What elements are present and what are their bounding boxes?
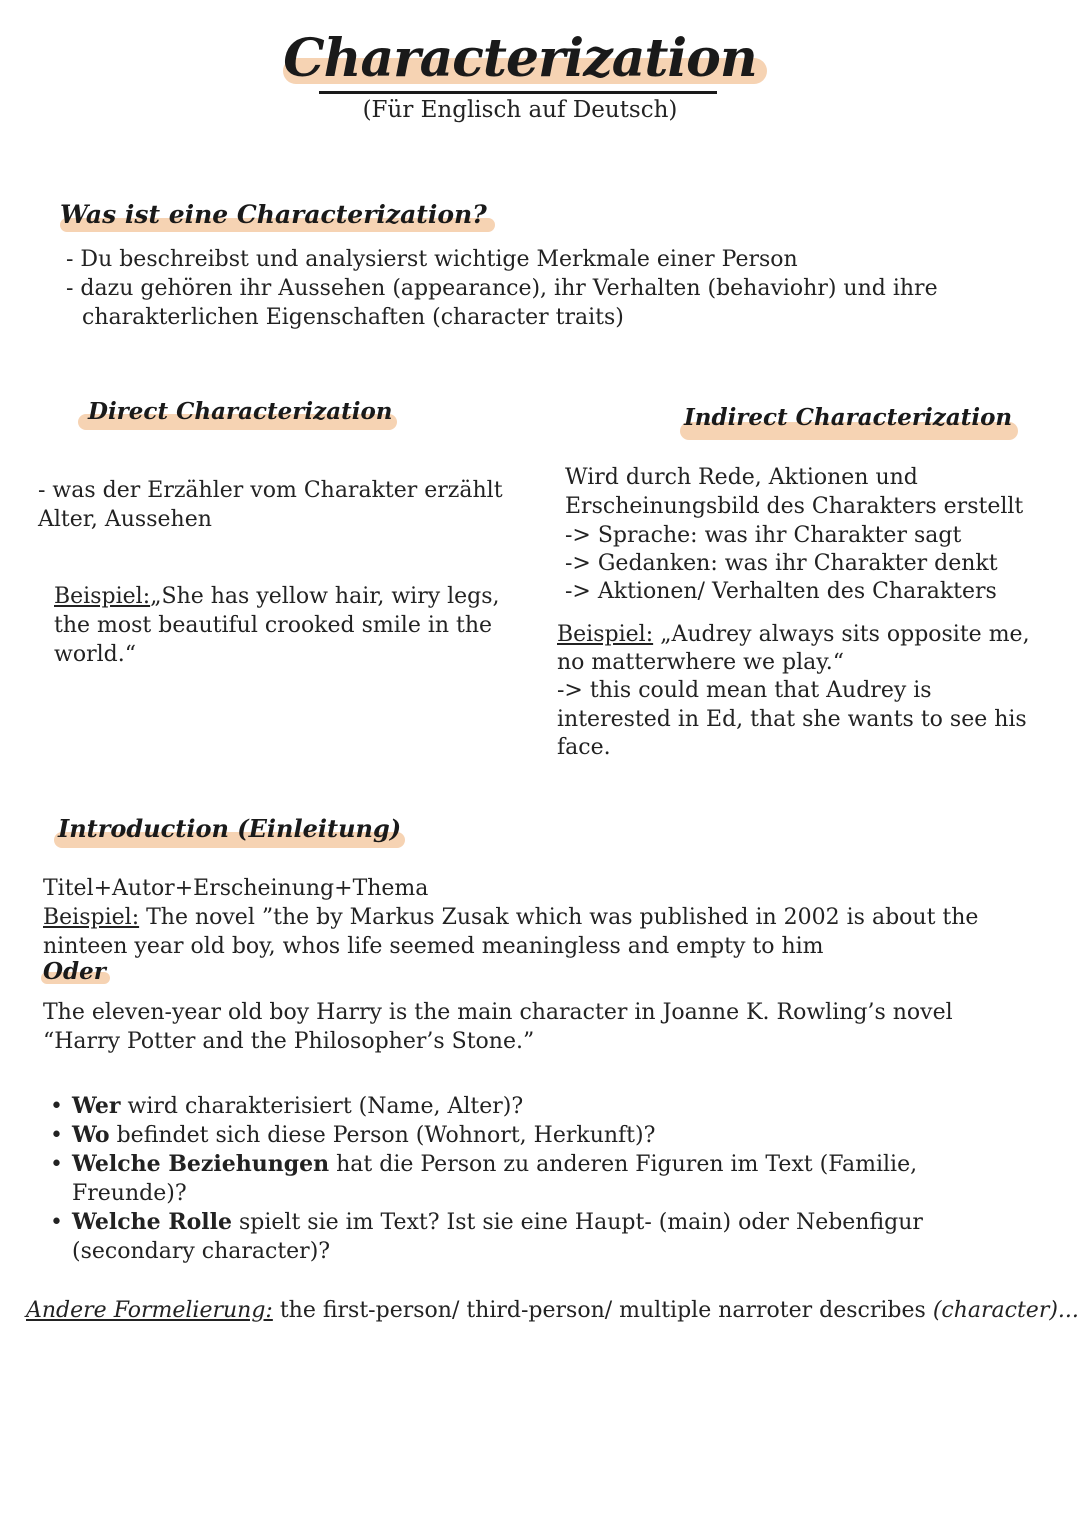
indirect-heading-block <box>684 404 1012 431</box>
list-item-text: befindet sich diese Person (Wohnort, Herkunft)? <box>109 1123 656 1148</box>
list-item <box>44 1208 944 1266</box>
indirect-example-label: Beispiel: <box>557 622 654 647</box>
intro-alt-line-1: The eleven-year old boy Harry is the main character in Joanne K. Rowling’s novel <box>43 1000 953 1025</box>
title-underline <box>319 91 717 94</box>
list-item-text: wird charakterisiert (Name, Alter)? <box>120 1094 524 1119</box>
direct-heading-block <box>88 398 393 425</box>
what-is-line-1: - Du beschreibst und analysierst wichtige Merkmale einer Person <box>66 247 798 272</box>
list-item <box>44 1092 944 1121</box>
indirect-line-1: Wird durch Rede, Aktionen und <box>565 465 918 490</box>
page-subtitle: (Für Englisch auf Deutsch) <box>362 97 678 123</box>
indirect-example <box>557 620 1030 649</box>
what-is-line-3: charakterlichen Eigenschaften (character traits) <box>82 305 624 330</box>
other-formulation-label: Andere Formelierung: <box>26 1298 273 1323</box>
indirect-example-line-3: -> this could mean that Audrey is <box>557 678 932 703</box>
indirect-line-3: -> Sprache: was ihr Charakter sagt <box>565 523 962 548</box>
list-item-bold: Welche Rolle <box>72 1209 232 1235</box>
list-item-text: hat die Person zu anderen Figuren im Text (Familie, Freunde)? <box>72 1152 918 1206</box>
indirect-heading: Indirect Characterization <box>684 404 1013 431</box>
direct-line-2: Alter, Aussehen <box>38 507 212 532</box>
list-item-bold: Welche Beziehungen <box>72 1151 330 1177</box>
list-item-bold: Wo <box>72 1122 110 1148</box>
indirect-example-line-4: interested in Ed, that she wants to see his <box>557 707 1027 732</box>
other-formulation-text: the first-person/ third-person/ multiple narroter describes <box>272 1298 933 1323</box>
oder-block <box>43 958 106 985</box>
intro-question-list <box>44 1092 944 1266</box>
title-block <box>0 28 1040 125</box>
indirect-example-line-5: face. <box>557 735 611 760</box>
direct-example-line-1: „She has yellow hair, wiry legs, <box>150 584 500 609</box>
list-item <box>44 1150 944 1208</box>
intro-formula: Titel+Autor+Erscheinung+Thema <box>43 876 429 901</box>
intro-alt-line-2: “Harry Potter and the Philosopher’s Stone.” <box>43 1029 535 1054</box>
list-item <box>44 1121 944 1150</box>
direct-example-line-3: world.“ <box>54 642 136 667</box>
list-item-bold: Wer <box>72 1093 121 1119</box>
direct-line-1: - was der Erzähler vom Charakter erzählt <box>38 478 503 503</box>
intro-example-label: Beispiel: <box>43 905 140 930</box>
direct-example <box>54 582 500 611</box>
oder-label: Oder <box>43 958 106 985</box>
what-is-heading: Was ist eine Characterization? <box>60 200 487 229</box>
direct-heading: Direct Characterization <box>88 398 393 425</box>
other-formulation <box>26 1296 1079 1325</box>
indirect-line-4: -> Gedanken: was ihr Charakter denkt <box>565 551 998 576</box>
intro-example-line-2: ninteen year old boy, whos life seemed meaningless and empty to him <box>43 934 824 959</box>
intro-example <box>43 903 978 932</box>
intro-heading: Introduction (Einleitung) <box>58 814 402 843</box>
list-item-text: spielt sie im Text? Ist sie eine Haupt- (main) oder Nebenfigur (secondary character)? <box>72 1210 923 1264</box>
direct-example-label: Beispiel: <box>54 584 151 609</box>
intro-heading-block <box>58 814 401 843</box>
what-is-line-2: - dazu gehören ihr Aussehen (appearance), ihr Verhalten (behaviohr) und ihre <box>66 276 938 301</box>
what-is-section <box>60 200 487 229</box>
indirect-line-2: Erscheinungsbild des Charakters erstellt <box>565 494 1024 519</box>
other-formulation-italic: (character)... <box>932 1298 1079 1323</box>
intro-example-line-1: The novel ”the by Markus Zusak which was published in 2002 is about the <box>139 905 979 930</box>
page-title: Characterization <box>283 28 757 89</box>
indirect-example-line-2: no matterwhere we play.“ <box>557 650 844 675</box>
indirect-example-line-1: „Audrey always sits opposite me, <box>653 622 1030 647</box>
direct-example-line-2: the most beautiful crooked smile in the <box>54 613 493 638</box>
indirect-line-5: -> Aktionen/ Verhalten des Charakters <box>565 579 997 604</box>
